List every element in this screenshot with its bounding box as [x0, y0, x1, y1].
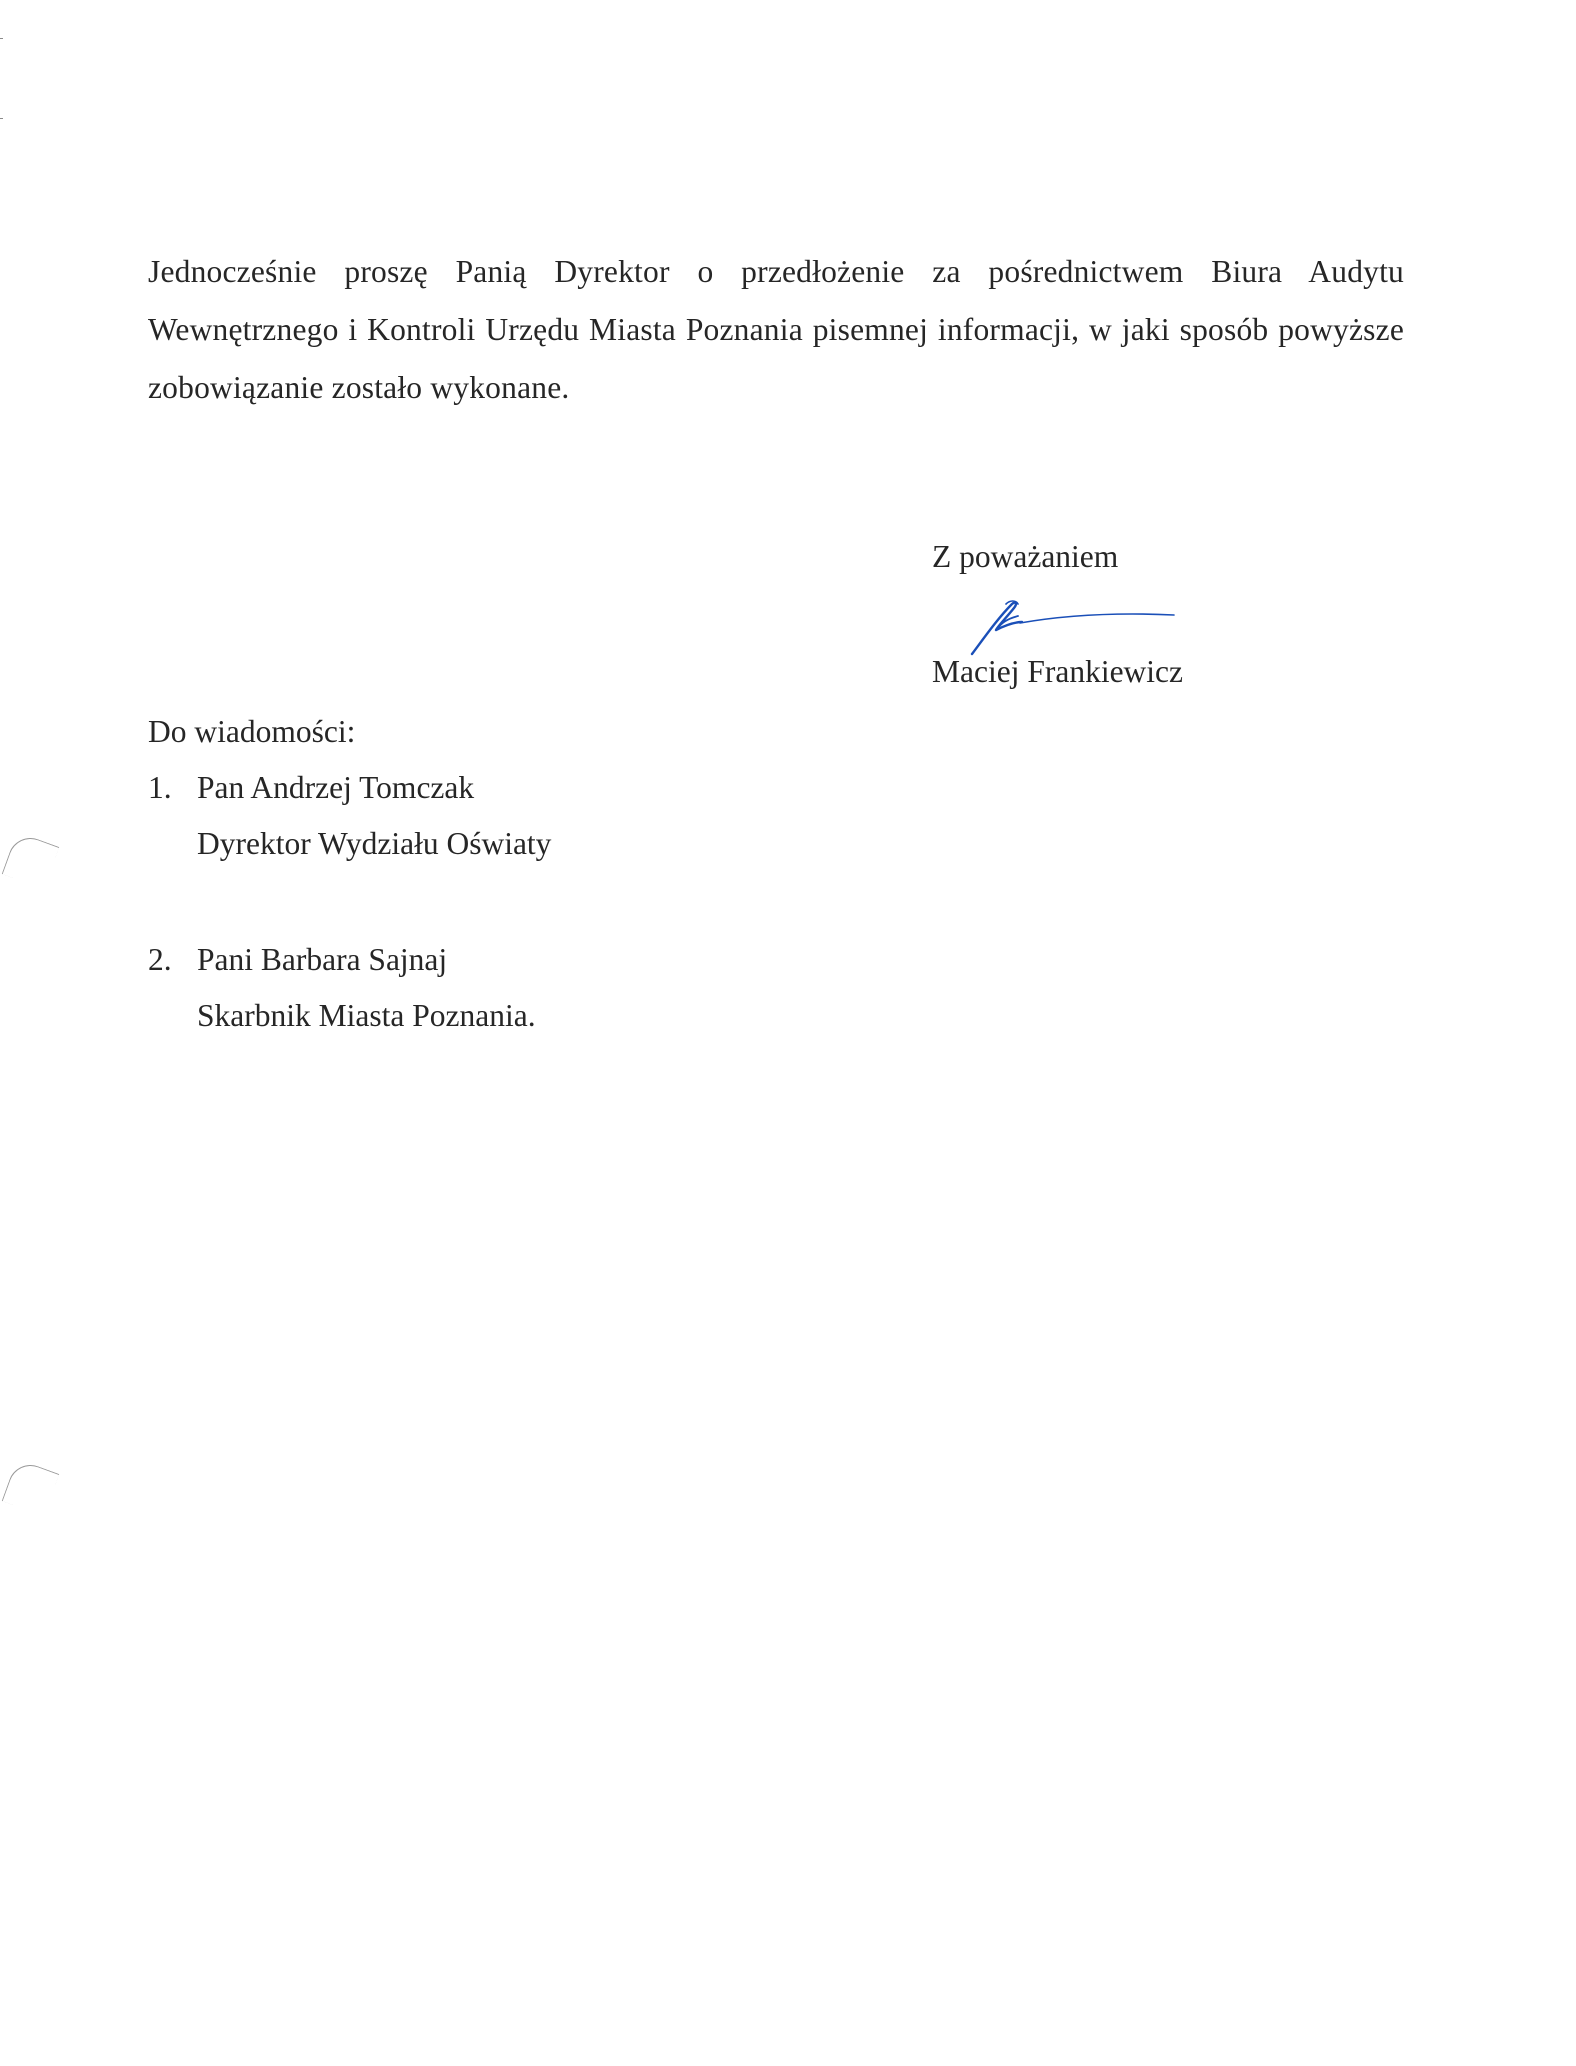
cc-recipient-title: Skarbnik Miasta Poznania. — [197, 998, 536, 1033]
cc-item-number: 1. — [148, 770, 172, 805]
cc-heading: Do wiadomości: — [148, 714, 356, 749]
scan-edge-mark — [0, 38, 3, 39]
cc-recipient-name: Pan Andrzej Tomczak — [197, 770, 475, 805]
handwritten-signature — [960, 596, 1180, 666]
signatory-name: Maciej Frankiewicz — [932, 654, 1184, 689]
cc-item-number: 2. — [148, 942, 172, 977]
cc-recipient-title: Dyrektor Wydziału Oświaty — [197, 826, 552, 861]
cc-recipient-name: Pani Barbara Sajnaj — [197, 942, 448, 977]
punch-hole-mark — [2, 832, 60, 890]
scan-edge-mark — [0, 118, 3, 119]
closing-salutation: Z poważaniem — [932, 539, 1119, 574]
punch-hole-mark — [2, 1459, 60, 1517]
body-paragraph: Jednocześnie proszę Panią Dyrektor o przedłożenie za pośrednictwem Biura Audytu Wewnętrznego i Kontroli Urzędu Miasta Poznania pisemnej informacji, w jaki sposób powyższe zobowiązanie zostało wykonane. — [148, 254, 1404, 405]
